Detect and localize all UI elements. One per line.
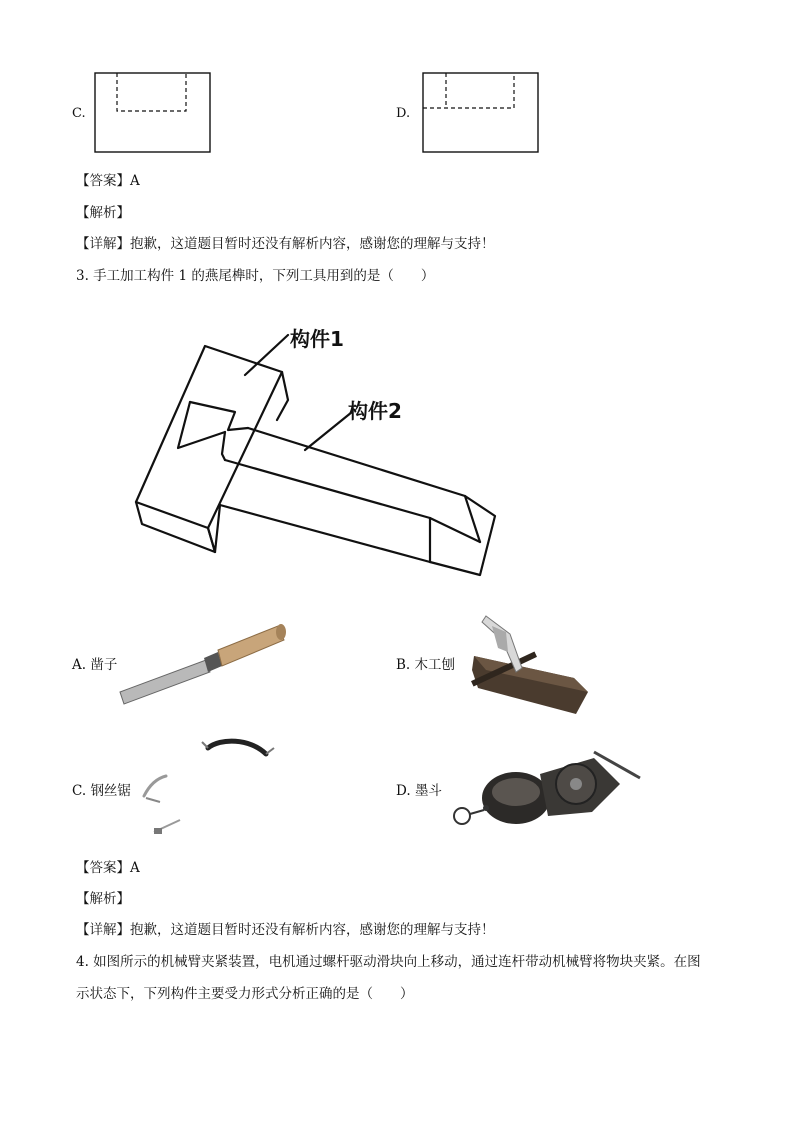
option-b-letter: B. [396,657,411,673]
wood-plane-icon [464,612,594,722]
wire-saw-icon [140,732,280,850]
option-c-letter: C. [72,783,87,799]
q2-analysis-heading: 【解析】 [76,205,130,221]
q2-answer: 【答案】A [76,173,140,189]
q3-answer: 【答案】A [76,860,140,876]
option-c-text: 钢丝锯 [90,783,131,799]
figure-label-part1: 构件1 [290,327,344,351]
figure-label-part2: 构件2 [348,399,402,423]
q3-option-c[interactable] [72,781,131,801]
option-b-text: 木工刨 [414,657,456,673]
dovetail-joint-figure [130,320,510,590]
q3-option-d[interactable] [396,781,442,801]
q4-question-line1: 4. 如图所示的机械臂夹紧装置，电机通过螺杆驱动滑块向上移动，通过连杆带动机械臂将物块夹紧。在图 [76,954,701,970]
option-d-view-drawing [422,72,540,154]
option-c-view-drawing [94,72,212,154]
option-c-letter: C. [72,106,86,121]
chisel-icon [118,620,288,710]
q2-detail: 【详解】抱歉，这道题目暂时还没有解析内容，感谢您的理解与支持！ [76,236,495,252]
option-d-text: 墨斗 [414,783,442,799]
q3-analysis-heading: 【解析】 [76,891,130,907]
q3-detail: 【详解】抱歉，这道题目暂时还没有解析内容，感谢您的理解与支持！ [76,922,495,938]
option-a-letter: A. [72,657,87,673]
option-a-text: 凿子 [90,657,118,673]
q3-option-a[interactable] [72,655,117,675]
q4-question-line2: 示状态下，下列构件主要受力形式分析正确的是（ ） [76,986,414,1002]
q3-option-b[interactable] [396,655,455,675]
q3-question: 3. 手工加工构件 1 的燕尾榫时，下列工具用到的是（ ） [76,268,435,284]
ink-line-icon [444,734,642,844]
option-d-letter: D. [396,783,411,799]
option-d-letter: D. [396,106,411,121]
